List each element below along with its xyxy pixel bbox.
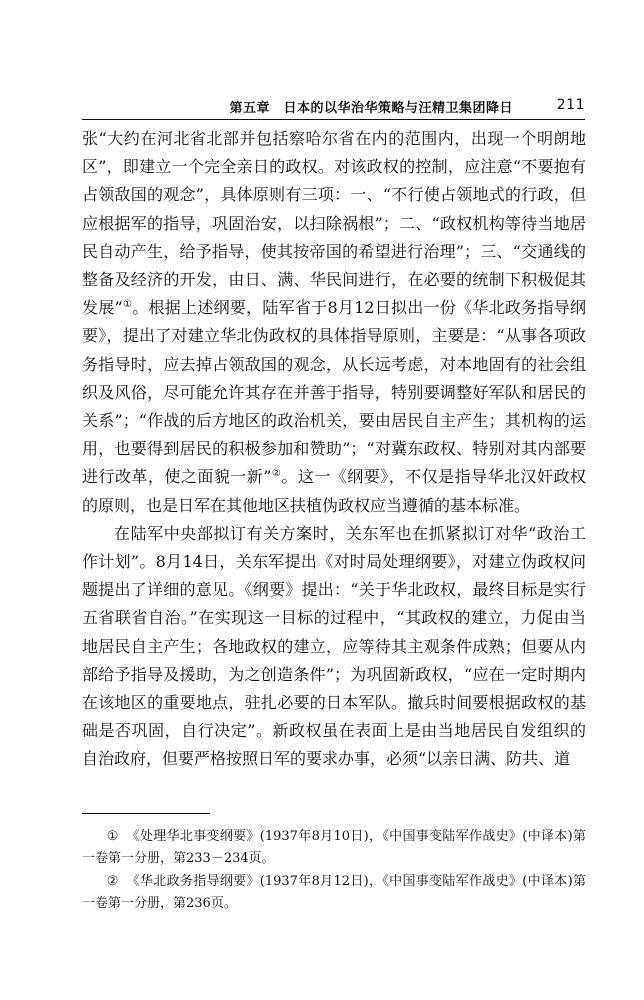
paragraph-1-text-b: 。根据上述纲要，陆军省于8月12日拟出一份《华北政务指导纲要》，提出了对建立华北伪政权的具体指导原则，主要是：“从事各项政务指导时，应去掉占领敌国的观念，从长远考虑，对本地固有的社会组织及风俗，尽可能允许其存在并善于指导，特别要调整好军队和居民的关系”；“作战的后方地区的政治机关，要由居民自主产生；其机构的运用，也要得到居民的积极参加和赞助”；“对冀东政权、特别对其内部要进行改革，使之面貌一新” bbox=[82, 298, 587, 487]
chapter-title: 第五章 日本的以华治华策略与汪精卫集团降日 bbox=[229, 101, 513, 116]
footnote-rule bbox=[82, 813, 210, 814]
footnote-ref-1[interactable]: ① bbox=[122, 299, 133, 311]
footnote-2-text: 《华北政务指导纲要》(1937年8月12日)，《中国事变陆军作战史》(中译本)第一卷第一分册，第236页。 bbox=[82, 874, 586, 911]
paragraph-1 bbox=[82, 125, 586, 520]
footnote-1-mark: ① bbox=[106, 829, 119, 844]
footnote-1-text: 《处理华北事变纲要》(1937年8月10日)，《中国事变陆军作战史》(中译本)第一卷第一分册，第233－234页。 bbox=[82, 829, 586, 866]
footnote-2-mark: ② bbox=[106, 874, 119, 889]
main-text bbox=[82, 125, 586, 774]
footnotes bbox=[82, 826, 586, 916]
page-number: 211 bbox=[556, 97, 585, 113]
paragraph-2: 在陆军中央部拟订有关方案时，关东军也在抓紧拟订对华“政治工作计划”。8月14日，关东军提出《对时局处理纲要》，对建立伪政权问题提出了详细的意见。《纲要》提出：“关于华北政权，最终目标是实行五省联省自治。”在实现这一目标的过程中，“其政权的建立，力促由当地居民自主产生；各地政权的建立，应等待其主观条件成熟；但要从内部给予指导及援助，为之创造条件”；为巩固新政权，“应在一定时期内在该地区的重要地点，驻扎必要的日本军队。撤兵时间要根据政权的基础是否巩固，自行决定”。新政权虽在表面上是由当地居民自发组织的自治政府，但要严格按照日军的要求办事，必须“以亲日满、防共、道 bbox=[82, 523, 586, 769]
footnote-1 bbox=[82, 826, 586, 870]
running-header bbox=[82, 97, 585, 117]
paragraph-1-text-c: 。这一《纲要》，不仅是指导华北汉奸政权的原则，也是日军在其他地区扶植伪政权应当遵循的基本标准。 bbox=[82, 467, 586, 515]
footnote-2 bbox=[82, 871, 586, 915]
footnote-ref-2[interactable]: ② bbox=[271, 468, 282, 480]
header-rule bbox=[82, 119, 585, 120]
paragraph-1-text-a: 张“大约在河北省北部并包括察哈尔省在内的范围内，出现一个明朗地区”，即建立一个完全亲日的政权。对该政权的控制，应注意“不要抱有占领敌国的观念”，具体原则有三项：一、“不行使占领地式的行政，但应根据军的指导，巩固治安，以扫除祸根”；二、“政权机构等待当地居民自动产生，给予指导，使其按帝国的希望进行治理”；三、“交通线的整备及经济的开发，由日、满、华民间进行，在必要的统制下积极促其发展” bbox=[82, 129, 586, 318]
